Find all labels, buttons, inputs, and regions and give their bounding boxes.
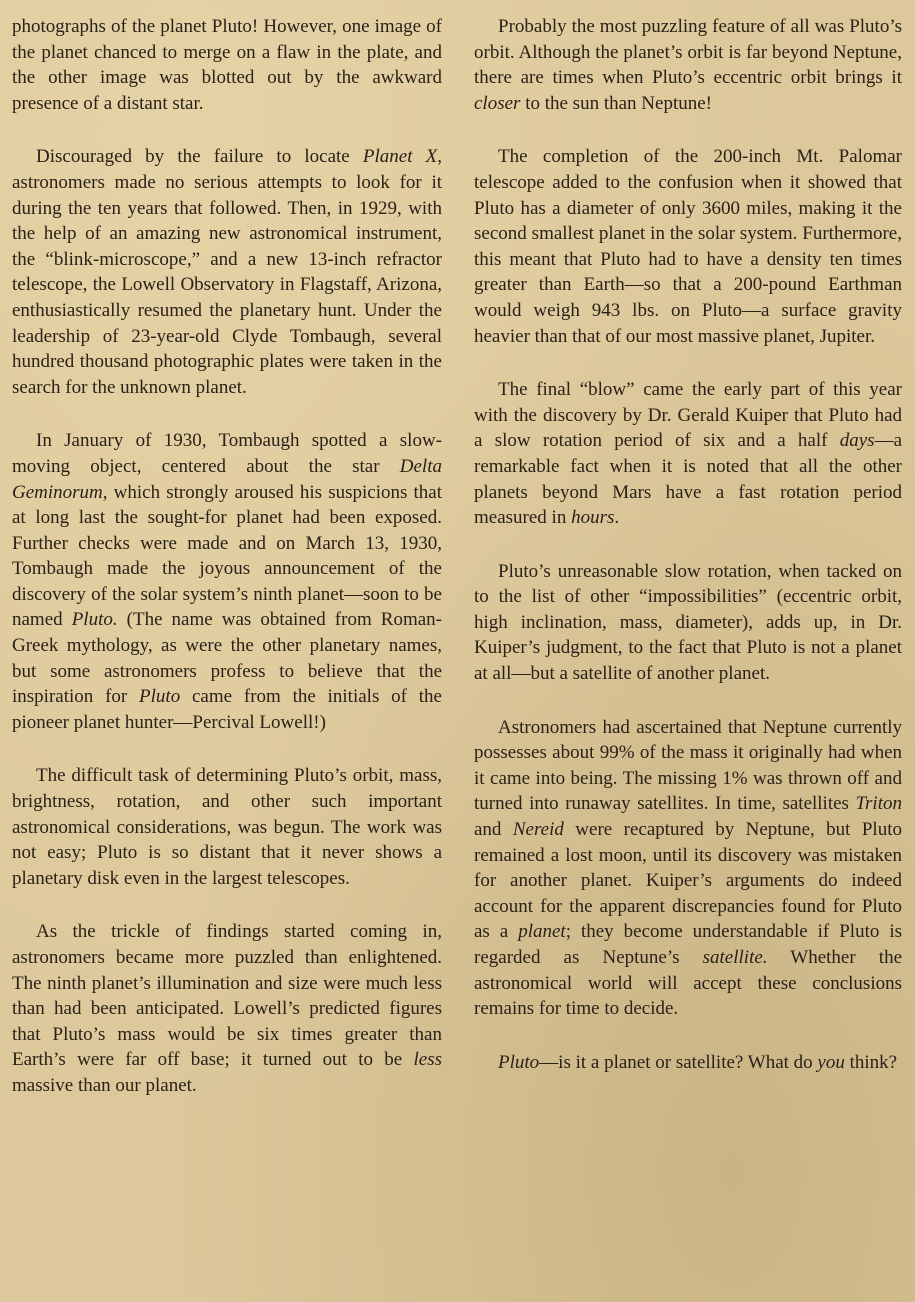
text: photographs of the planet Pluto! However, one image of the planet chanced to merge on a flaw in the plate, and the other image was blotted out by the awkward presence of a distant star. xyxy=(12,16,442,114)
emphasis: satellite. xyxy=(702,947,768,968)
text: Astronomers had ascertained that Neptune currently possesses about 99% of the mass it originally had when it came into being. The missing 1% was thrown off and turned into runaway satellites. In time, satellites xyxy=(474,716,902,815)
text: As the trickle of findings started coming in, astronomers became more puzzled than enlightened. The ninth planet’s illumination and size were much less than had been anticipated. Lowell’s predicted figures that Pluto’s mass would be six times greater than Earth’s were far off base; it turned out to be xyxy=(12,921,442,1071)
text: to the sun than Neptune! xyxy=(520,92,712,114)
text: Pluto’s unreasonable slow rotation, when tacked on to the list of other “impossibilities” (eccentric orbit, high inclination, mass, diameter), adds up, in Dr. Kuiper’s judgment, to the fact that Pluto is not a planet at all—but a satellite of another planet. xyxy=(474,560,902,685)
text: , astronomers made no serious attempts to look for it during the ten years that followed. Then, in 1929, with the help of an amazing new astronomical instrument, the “blink-microscope,” and a new 13-inch refractor telescope, the Lowell Observatory in Flagstaff, Arizona, enthusiastically resumed the planetary hunt. Under the leadership of 23-year-old Clyde Tombaugh, several hundred thousand photographic plates were taken in the search for the unknown planet. xyxy=(12,146,442,398)
text: massive than our planet. xyxy=(12,1074,197,1096)
right-paragraph-3 xyxy=(474,377,902,531)
emphasis: Planet X xyxy=(362,146,438,168)
text: Whether the astronomical world will accept these conclusions remains for time to decide. xyxy=(474,947,902,1020)
emphasis: planet xyxy=(518,921,566,943)
left-paragraph-5 xyxy=(12,919,442,1098)
emphasis: Pluto xyxy=(139,686,181,708)
text: were recaptured by Neptune, but Pluto remained a lost moon, until its discovery was mistaken for another planet. Kuiper’s arguments do indeed account for the apparent discrepancies found for Pluto as a xyxy=(474,819,902,943)
emphasis: Nereid xyxy=(512,819,564,841)
text: —a remarkable fact when it is noted that all the other planets beyond Mars have a fast rotation period measured in xyxy=(474,430,902,529)
text: Probably the most puzzling feature of all was Pluto’s orbit. Although the planet’s orbit is far beyond Neptune, there are times when Pluto’s eccentric orbit brings it xyxy=(474,16,902,89)
left-paragraph-3 xyxy=(12,428,442,735)
right-paragraph-2 xyxy=(474,144,902,349)
emphasis: less xyxy=(413,1049,442,1071)
emphasis: days xyxy=(839,430,875,452)
emphasis: closer xyxy=(474,92,521,114)
text: In January of 1930, Tombaugh spotted a slow-moving object, centered about the star xyxy=(12,430,442,477)
text: ; they become understandable if Pluto is regarded as Neptune’s xyxy=(474,921,902,968)
column-divider xyxy=(457,0,458,1302)
text: The difficult task of determining Pluto’s orbit, mass, brightness, rotation, and other such important astronomical considerations, was begun. The work was not easy; Pluto is so distant that it never shows a planetary disk even in the largest telescopes. xyxy=(12,765,442,889)
right-paragraph-6 xyxy=(474,1050,902,1076)
right-paragraph-4 xyxy=(474,559,902,687)
left-paragraph-4 xyxy=(12,763,442,891)
right-paragraph-1 xyxy=(474,14,902,116)
emphasis: hours xyxy=(571,507,615,529)
text: and xyxy=(474,819,513,841)
text: , which strongly aroused his suspicions that at long last the sought-for planet had been exposed. Further checks were made and on March 13, 1930, Tombaugh made the joyous announcement of the discovery of the solar system’s ninth planet—soon to be named xyxy=(12,481,442,631)
text: The completion of the 200-inch Mt. Palomar telescope added to the confusion when it showed that Pluto has a diameter of only 3600 miles, making it the second smallest planet in the solar system. Furthermore, this meant that Pluto had to have a density ten times greater than Earth—so that a 200-pound Earthman would weigh 943 lbs. on Pluto—a surface gravity heavier than that of our most massive planet, Jupiter. xyxy=(474,146,902,347)
text: (The name was obtained from Roman-Greek mythology, as were the other planetary names, but some astronomers profess to believe that the inspiration for xyxy=(12,609,442,708)
text: think? xyxy=(844,1051,898,1073)
text: Discouraged by the failure to locate xyxy=(36,146,363,168)
text: . xyxy=(614,507,620,529)
left-paragraph-1 xyxy=(12,14,442,116)
emphasis: Delta Geminorum xyxy=(12,455,442,503)
right-column xyxy=(474,14,902,1075)
emphasis: Pluto xyxy=(498,1051,540,1073)
emphasis: Triton xyxy=(855,793,902,815)
emphasis: you xyxy=(817,1051,845,1073)
left-paragraph-2 xyxy=(12,144,442,400)
text: came from the initials of the pioneer planet hunter—Percival Lowell!) xyxy=(12,686,442,733)
emphasis: Pluto. xyxy=(71,609,118,631)
right-paragraph-5 xyxy=(474,715,902,1022)
text: The final “blow” came the early part of this year with the discovery by Dr. Gerald Kuiper that Pluto had a slow rotation period of six and a half xyxy=(474,379,902,452)
text: —is it a planet or satellite? What do xyxy=(539,1051,818,1073)
left-column xyxy=(12,14,442,1099)
